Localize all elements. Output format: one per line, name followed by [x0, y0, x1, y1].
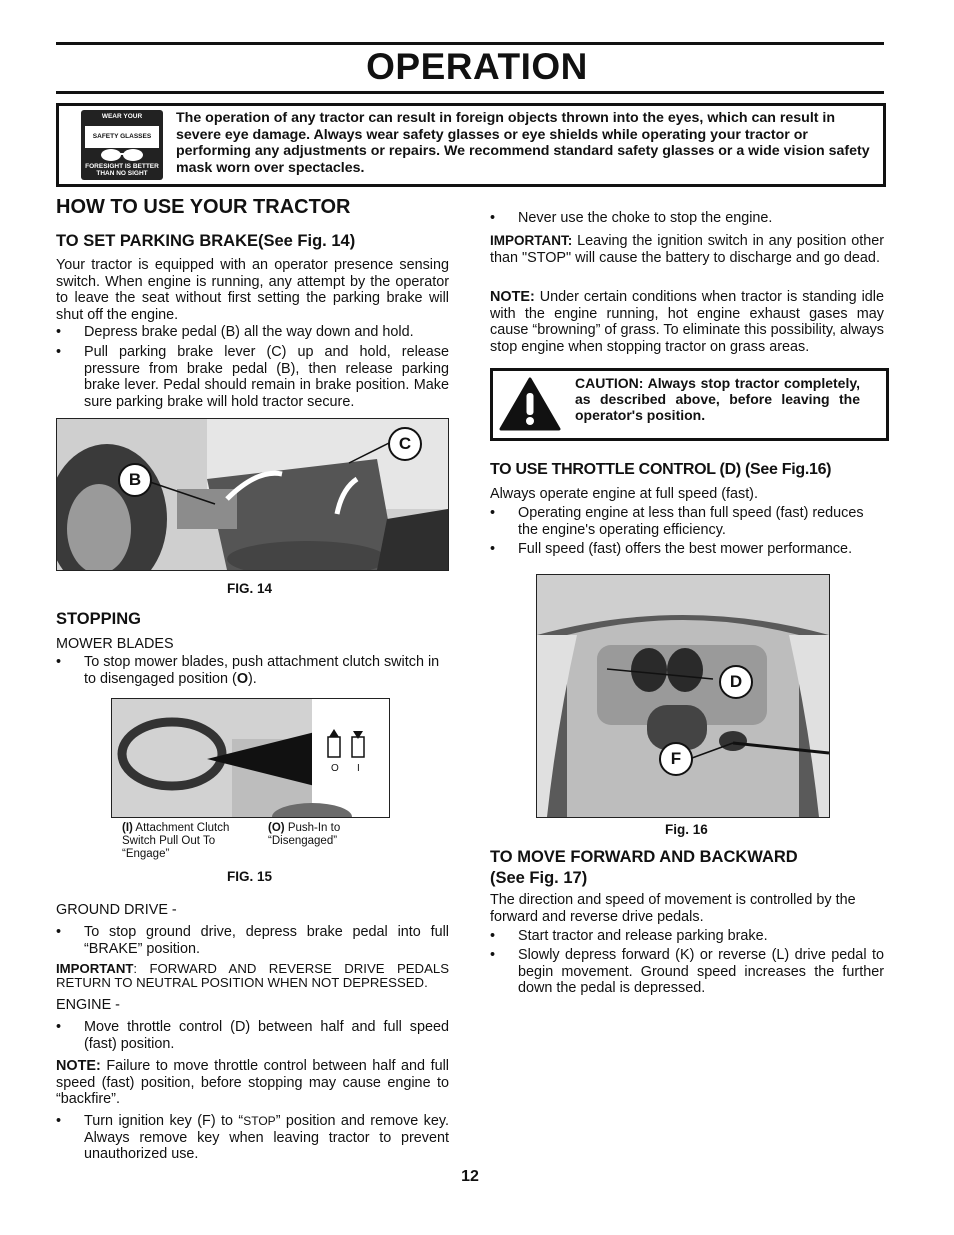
tractor-dashboard-illustration: [537, 575, 829, 817]
icon-line-3: FORESIGHT IS BETTER: [85, 163, 159, 170]
fig15-note-right: [268, 822, 388, 848]
fig16-caption: Fig. 16: [665, 822, 708, 837]
fig16-label-f: F: [659, 742, 693, 776]
throttle-heading: TO USE THROTTLE CONTROL (D) (See Fig.16): [490, 461, 832, 478]
section-heading: HOW TO USE YOUR TRACTOR: [56, 196, 351, 218]
fig14-image: [56, 418, 449, 571]
icon-line-1: WEAR YOUR: [101, 113, 143, 120]
parking-bullet-text: Pull parking brake lever (C) up and hold, release pressure from brake pedal (B), then release parking brake lever. Pedal should remain in brake position. Make sure parking brake will hold tractor secure.: [84, 344, 449, 410]
backfire-note: [56, 1058, 449, 1108]
page-number: 12: [461, 1168, 479, 1185]
disengaged-symbol: O: [236, 670, 249, 687]
page-title: OPERATION: [366, 46, 588, 87]
ignition-text-a: Turn ignition key (F) to “: [84, 1113, 244, 1129]
fig15-image: [111, 698, 390, 818]
note-text: Failure to move throttle control between half and full speed (fast) position, before stopping may cause engine to “backfire”.: [56, 1058, 449, 1107]
parking-intro: Your tractor is equipped with an operator presence sensing switch. When engine is running, any attempt by the operator to leave the seat without first setting the parking brake will shut off the engine.: [56, 257, 449, 323]
fig15-note-left-text: Attachment Clutch Switch Pull Out To “Engage”: [122, 822, 230, 860]
safety-glasses-warning: [56, 103, 886, 187]
fig16-image: [536, 574, 830, 818]
move-intro: The direction and speed of movement is controlled by the forward and reverse drive pedals.: [490, 892, 856, 925]
engine-label: ENGINE -: [56, 997, 120, 1013]
parking-heading: TO SET PARKING BRAKE(See Fig. 14): [56, 232, 356, 250]
icon-line-4: THAN NO SIGHT: [96, 170, 148, 177]
fig15-note-left: [122, 822, 262, 861]
top-rule: [56, 42, 884, 45]
important-label: IMPORTANT:: [490, 233, 573, 248]
glasses-icon: [99, 148, 145, 162]
mower-blades-label: MOWER BLADES: [56, 636, 174, 652]
warning-text: The operation of any tractor can result in foreign objects thrown into the eyes, which can result in severe eye damage. Always wear safety glasses or eye shields while operating your tractor or performing any adjustments or repairs. We recommend standard safety glasses or a wide vision safety mask worn over spectacles.: [176, 110, 870, 176]
steering-wheel-illustration: [112, 699, 389, 817]
parking-bullet-text: Depress brake pedal (B) all the way down and hold.: [84, 324, 414, 340]
important-pedals: [56, 962, 449, 990]
fig16-label-d: D: [719, 665, 753, 699]
fig15-caption: FIG. 15: [227, 869, 273, 884]
move-heading-line1: TO MOVE FORWARD AND BACKWARD: [490, 848, 798, 866]
throttle-bullet-text: Full speed (fast) offers the best mower performance.: [518, 541, 853, 557]
note-text: Under certain conditions when tractor is standing idle with the engine running, hot engine exhaust gases may cause “browning” of grass. To eliminate this possibility, always stop engine when stopping tractor on grass areas.: [490, 289, 884, 355]
fig15-note-right-text: Push-In to “Disengaged”: [268, 822, 341, 847]
disengage-symbol: (O): [268, 822, 285, 834]
warning-triangle-icon: [499, 377, 561, 431]
stop-word: STOP: [243, 1114, 276, 1128]
switch-off-symbol: O: [331, 763, 339, 774]
fig14-label-b: B: [118, 463, 152, 497]
safety-glasses-icon: [81, 110, 163, 180]
note-label: NOTE:: [490, 289, 535, 305]
throttle-intro: Always operate engine at full speed (fast).: [490, 486, 758, 502]
title-underline: [56, 91, 884, 94]
stopping-heading: STOPPING: [56, 610, 141, 628]
move-bullet-text: Start tractor and release parking brake.: [518, 928, 768, 944]
ignition-bullet-text: [84, 1113, 449, 1163]
mower-bullet-main: To stop mower blades, push attachment clutch switch in to disengaged position (: [84, 654, 440, 687]
engage-symbol: (I): [122, 822, 133, 834]
important-text: : FORWARD AND REVERSE DRIVE PEDALS RETURN TO NEUTRAL POSITION WHEN NOT DEPRESSED.: [56, 961, 449, 990]
caution-text: CAUTION: Always stop tractor completely, as described above, before leaving the operator's position.: [575, 375, 860, 423]
important-text: Leaving the ignition switch in any position other than "STOP" will cause the battery to discharge and go dead.: [490, 233, 884, 266]
engine-bullet-text: Move throttle control (D) between half and full speed (fast) position.: [84, 1019, 449, 1052]
ignition-text-b: ” position and remove key. Always remove key when leaving tractor to prevent unauthorized use.: [84, 1113, 449, 1162]
mower-bullet-end: ).: [248, 670, 257, 687]
browning-note: [490, 289, 884, 355]
caution-box: [490, 368, 889, 441]
note-label: NOTE:: [56, 1058, 101, 1074]
important-ignition: [490, 233, 884, 266]
ground-drive-label: GROUND DRIVE -: [56, 902, 177, 918]
throttle-bullet-text: Operating engine at less than full speed (fast) reduces the engine's operating efficiency.: [518, 505, 864, 538]
important-label: IMPORTANT: [56, 961, 134, 976]
switch-on-symbol: I: [357, 763, 360, 774]
fig14-label-c: C: [388, 427, 422, 461]
move-heading-line2: (See Fig. 17): [490, 869, 588, 887]
mower-bullet-text: [84, 654, 449, 687]
fig14-caption: FIG. 14: [227, 581, 273, 596]
choke-bullet-text: Never use the choke to stop the engine.: [518, 210, 773, 226]
ground-bullet-text: To stop ground drive, depress brake pedal into full “BRAKE” position.: [84, 924, 449, 957]
icon-line-2: SAFETY GLASSES: [85, 126, 159, 148]
move-bullet-text: Slowly depress forward (K) or reverse (L) drive pedal to begin movement. Ground speed increases the further down the pedal is depressed.: [518, 947, 884, 996]
